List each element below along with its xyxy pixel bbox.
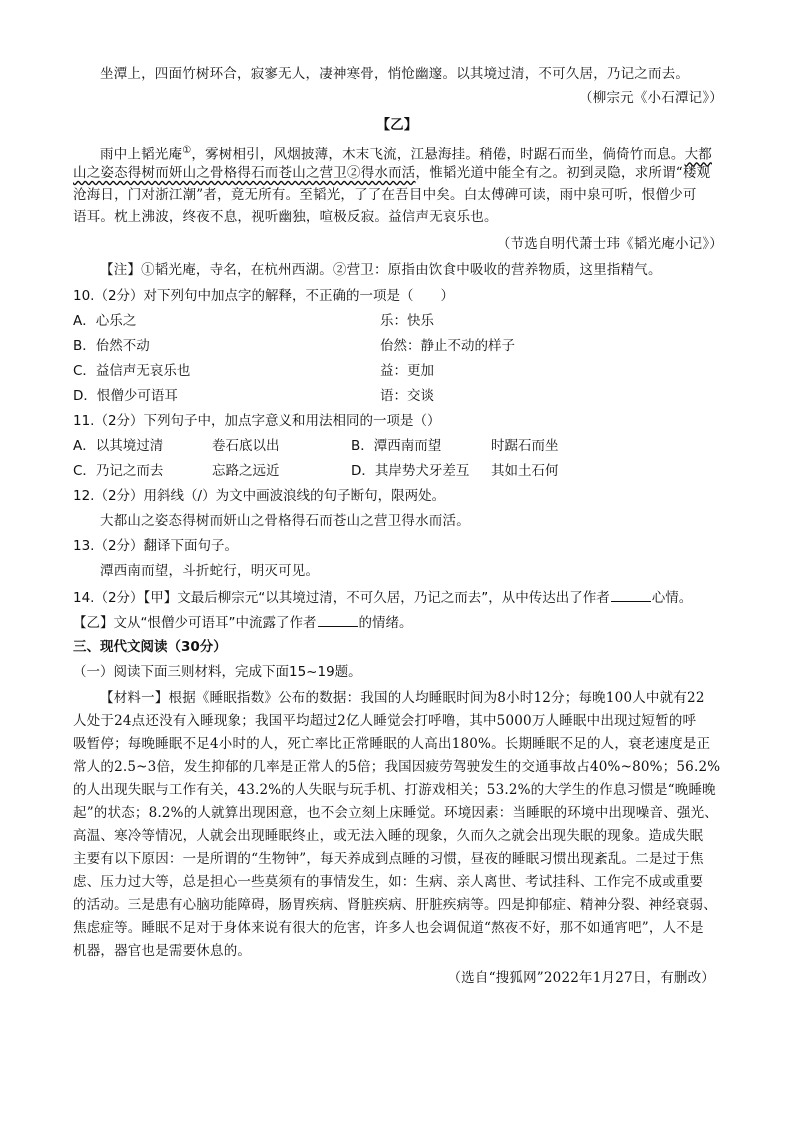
note-marker: ① <box>182 145 192 156</box>
q12-stem: 12.（2分）用斜线（/）为文中画波浪线的句子断句，限两处。 <box>73 488 446 504</box>
material-line: 高温、寒冷等情况，人就会出现睡眠终止，或无法入睡的现象，久而久之就会出现失眠的现象。造成失眠 <box>73 828 704 844</box>
option-text: 忘路之远近 <box>212 463 280 479</box>
material-line: 的人出现失眠与工作有关，43.2%的人失眠与玩手机、打游戏相关；53.2%的大学生的作息习惯是“晚睡晚 <box>73 782 716 798</box>
q11-stem: 11.（2分）下列句子中，加点字意义和用法相同的一项是（） <box>73 413 441 429</box>
q14-line-2 <box>73 612 721 633</box>
answer-blank-1[interactable] <box>611 587 651 602</box>
q14-text: 14.（2分）【甲】文最后柳宗元“以其境过清，不可久居，乃记之而去”，从中传达出了作者 <box>73 590 610 606</box>
material-source: （选自“搜狐网”2022年1月27日，有删改） <box>447 970 715 986</box>
material-line: 主要有以下原因：一是所谓的“生物钟”，每天养成到点睡的习惯，昼夜的睡眠习惯出现紊乱。二是过于焦 <box>73 851 704 867</box>
q14-text: 【乙】文从“恨僧少可语耳”中流露了作者 <box>73 615 317 631</box>
yi-line-4: 语耳。枕上沸波，终夜不息，视听幽独，喧极反寂。益信声无哀乐也。 <box>73 209 498 225</box>
material-line: 吸暂停；每晚睡眠不足4小时的人，死亡率比正常睡眠的人高出180%。长期睡眠不足的人，衰老速度是正 <box>73 736 711 752</box>
answer-blank-2[interactable] <box>318 612 358 627</box>
section-title: 三、现代文阅读（30分） <box>73 639 227 655</box>
option-meaning: 乐：快乐 <box>380 313 434 329</box>
material-line: 的活动。三是患有心脑功能障碍，肠胃疾病、肾脏疾病、肝脏疾病等。四是抑郁症、精神分裂、神经衰弱、 <box>73 897 717 913</box>
option-text: 其如土石何 <box>491 463 559 479</box>
option-text: D．其岸势犬牙差互 <box>351 463 470 479</box>
option-text: B．潭西南而望 <box>351 438 442 454</box>
q14-line-1 <box>73 587 721 608</box>
material-line: 常人的2.5~3倍，发生抑郁的几率是正常人的5倍；我国因疲劳驾驶发生的交通事故占40%~80%；56.2% <box>73 759 721 775</box>
option-text: A．以其境过清 <box>73 438 164 454</box>
option-text: C．乃记之而去 <box>73 463 164 479</box>
option-text: 时踞石而坐 <box>491 438 559 454</box>
option-meaning: 益：更加 <box>380 363 434 379</box>
jia-source: （柳宗元《小石潭记》） <box>579 90 723 106</box>
wavy-underlined-text: 大都 <box>684 146 712 163</box>
yi-line-2 <box>73 163 721 183</box>
yi-text: 雨中上韬光庵 <box>100 146 183 163</box>
q14-text: 的情绪。 <box>358 615 413 631</box>
q14-text: 心情。 <box>651 590 693 606</box>
yi-text: ，雾树相引，风烟披薄，木末飞流，江悬海挂。稍倦，时踞石而坐，倘倚竹而息。 <box>191 146 685 163</box>
option-text: B．佁然不动 <box>73 338 150 354</box>
q10-stem: 10.（2分）对下列句中加点字的解释，不正确的一项是（ ） <box>73 288 455 304</box>
yi-text: ，惟韬光道中能全有之。初到灵隐，求所谓“楼观 <box>415 165 711 181</box>
q13-stem: 13.（2分）翻译下面句子。 <box>73 538 239 554</box>
q12-sentence: 大都山之姿态得树而妍山之骨格得石而苍山之营卫得水而活。 <box>100 513 470 529</box>
option-text: 卷石底以出 <box>212 438 280 454</box>
material-line: 机器，器官也是需要休息的。 <box>73 943 252 959</box>
section-subtitle: （一）阅读下面三则材料，完成下面15~19题。 <box>73 664 362 680</box>
material-line: 【材料一】根据《睡眠指数》公布的数据：我国的人均睡眠时间为8小时12分；每晚100人中就有22 <box>100 690 705 706</box>
material-line: 虑、压力过大等，总是担心一些莫须有的事情发生，如：生病、亲人离世、考试挂科、工作完不成或重要 <box>73 874 704 890</box>
material-line: 焦虑症等。睡眠不足对于身体来说有很大的危害，许多人也会调侃道“熬夜不好，那不如通宵吧”，人不是 <box>73 920 704 936</box>
option-meaning: 佁然：静止不动的样子 <box>380 338 515 354</box>
yi-source: （节选自明代萧士玮《韬光庵小记》） <box>496 236 723 252</box>
material-line: 起”的状态；8.2%的人就算出现困意，也不会立刻上床睡觉。环境因素：当睡眠的环境中出现噪音、强光、 <box>73 805 718 821</box>
wavy-underlined-text: 山之姿态得树而妍山之骨格得石而苍山之营卫②得水而活 <box>73 165 416 181</box>
yi-note: 【注】①韬光庵，寺名，在杭州西湖。②营卫：原指由饮食中吸收的营养物质，这里指精气。 <box>100 262 662 278</box>
option-text: C．益信声无哀乐也 <box>73 363 191 379</box>
option-text: A．心乐之 <box>73 313 137 329</box>
jia-last-line: 坐潭上，四面竹树环合，寂寥无人，凄神寒骨，悄怆幽邃。以其境过清，不可久居，乃记之而去。 <box>100 66 690 82</box>
option-meaning: 语：交谈 <box>380 388 434 404</box>
yi-heading: 【乙】 <box>376 117 418 133</box>
option-text: D．恨僧少可语耳 <box>73 388 178 404</box>
yi-line-3: 沧海日，门对浙江潮”者，竟无所有。至韬光，了了在吾目中矣。白太傅碑可读，雨中泉可听，恨僧少可 <box>73 187 697 203</box>
q13-sentence: 潭西南而望，斗折蛇行，明灭可见。 <box>100 563 320 579</box>
yi-line-1 <box>73 141 748 165</box>
material-line: 人处于24点还没有入睡现象；我国平均超过2亿人睡觉会打呼噜，其中5000万人睡眠中出现过短暂的呼 <box>73 713 697 729</box>
